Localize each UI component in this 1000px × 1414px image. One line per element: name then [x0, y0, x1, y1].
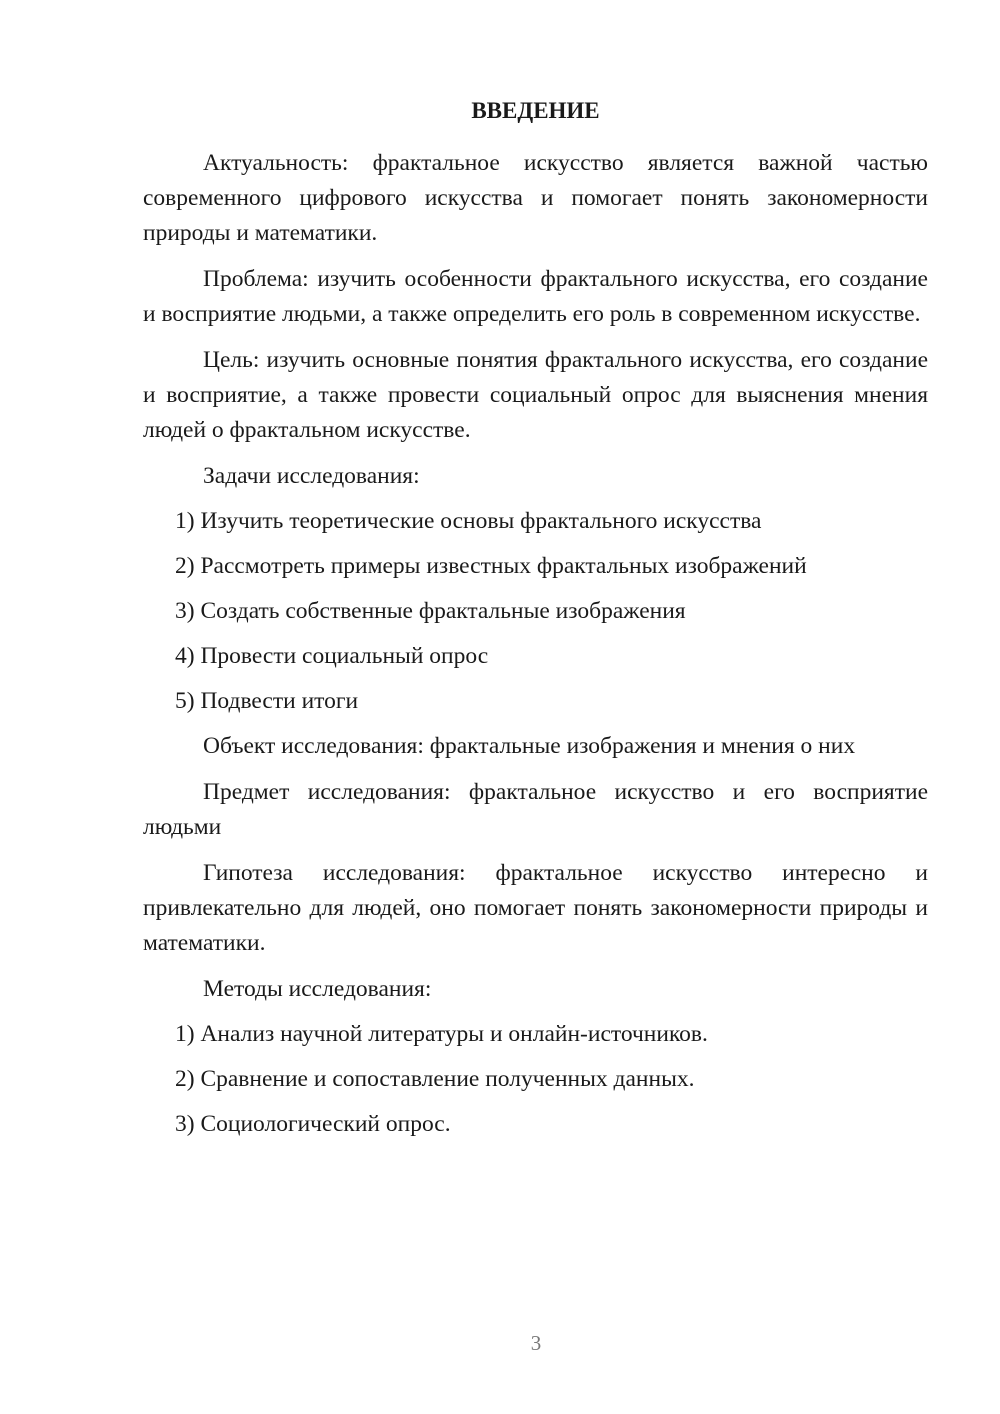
tasks-label: Задачи исследования: [203, 463, 420, 489]
list-item: 1) Анализ научной литературы и онлайн-источников. [175, 1021, 708, 1047]
object-paragraph: Объект исследования: фрактальные изображения и мнения о них [203, 733, 856, 759]
page-number: 3 [530, 1331, 542, 1355]
list-item: 2) Сравнение и сопоставление полученных данных. [175, 1066, 695, 1092]
list-item: 3) Социологический опрос. [175, 1111, 451, 1137]
list-item: 3) Создать собственные фрактальные изображения [175, 598, 686, 624]
subject-paragraph: Предмет исследования: фрактальное искусство и его восприятие людьми [143, 779, 928, 840]
methods-list [143, 1017, 928, 1142]
document-page [143, 96, 928, 1152]
relevance-paragraph: Актуальность: фрактальное искусство является важной частью современного цифрового искусства и помогает понять закономерности природы и математики. [143, 150, 928, 246]
goal-paragraph: Цель: изучить основные понятия фрактального искусства, его создание и восприятие, а также провести социальный опрос для выяснения мнения людей о фрактальном искусстве. [143, 347, 928, 443]
hypothesis-paragraph: Гипотеза исследования: фрактальное искусство интересно и привлекательно для людей, оно помогает понять закономерности природы и математики. [143, 860, 928, 956]
methods-label: Методы исследования: [203, 976, 432, 1002]
list-item: 1) Изучить теоретические основы фрактального искусства [175, 508, 762, 534]
problem-paragraph: Проблема: изучить особенности фрактального искусства, его создание и восприятие людьми, а также определить его роль в современном искусстве. [143, 266, 928, 327]
page-title: ВВЕДЕНИЕ [471, 98, 600, 123]
tasks-list [143, 504, 928, 719]
list-item: 4) Провести социальный опрос [175, 643, 489, 669]
list-item: 5) Подвести итоги [175, 688, 359, 714]
list-item: 2) Рассмотреть примеры известных фрактальных изображений [175, 553, 807, 579]
